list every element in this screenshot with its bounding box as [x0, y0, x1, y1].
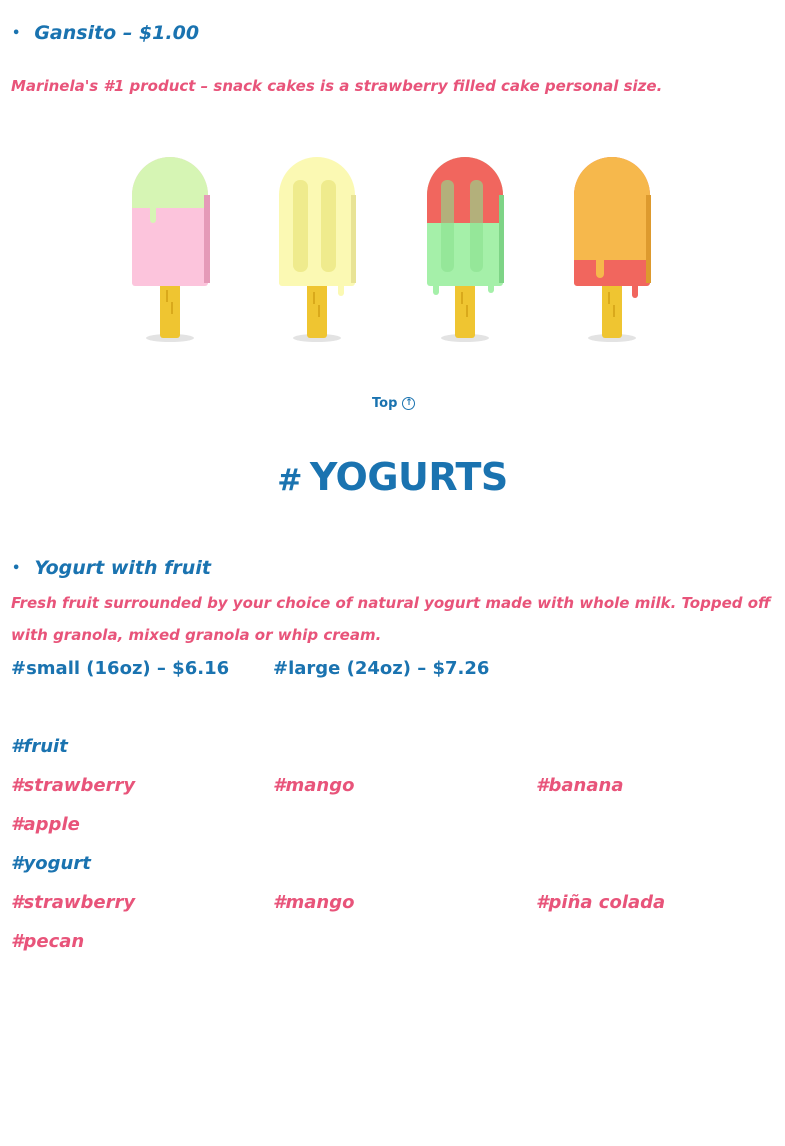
yogurt-item-title — [12, 557, 211, 579]
gansito-description: Marinela's #1 product – snack cakes is a strawberry filled cake personal size. — [11, 77, 663, 95]
fruit-option-apple: #apple — [11, 814, 80, 835]
fruit-option-banana: #banana — [536, 775, 624, 796]
fruit-option-strawberry: #strawberry — [11, 775, 136, 796]
yogurt-option-strawberry: #strawberry — [11, 892, 136, 913]
yogurt-title: Yogurt with fruit — [34, 557, 211, 579]
arrow-up-circle-icon: ↑ — [402, 397, 415, 410]
top-link-label: Top — [372, 396, 398, 411]
gansito-item-title — [12, 22, 199, 44]
yogurt-description: Fresh fruit surrounded by your choice of natural yogurt made with whole milk. Topped off with granola, mixed granola or whip cream. — [11, 594, 771, 644]
popsicle-lime-strawberry-icon — [132, 157, 210, 342]
yogurt-size-small: #small (16oz) – $6.16 — [11, 658, 230, 679]
fruit-heading: #fruit — [11, 736, 68, 757]
bullet: • — [12, 560, 21, 576]
yogurt-option-pina-colada: #piña colada — [536, 892, 666, 913]
section-hash: # — [277, 463, 302, 498]
section-title-text: YOGURTS — [309, 455, 508, 499]
fruit-option-mango: #mango — [273, 775, 355, 796]
yogurt-option-pecan: #pecan — [11, 931, 85, 952]
section-title — [0, 455, 785, 499]
popsicle-watermelon-icon — [427, 157, 504, 342]
popsicles-illustration — [0, 150, 785, 350]
popsicle-mango-strawberry-icon — [574, 157, 651, 342]
bullet: • — [12, 25, 21, 41]
yogurt-size-large: #large (24oz) – $7.26 — [273, 658, 490, 679]
popsicle-banana-icon — [279, 157, 356, 342]
yogurt-option-mango: #mango — [273, 892, 355, 913]
back-to-top-link[interactable] — [372, 396, 415, 411]
yogurt-heading: #yogurt — [11, 853, 91, 874]
gansito-title: Gansito – $1.00 — [34, 22, 200, 44]
